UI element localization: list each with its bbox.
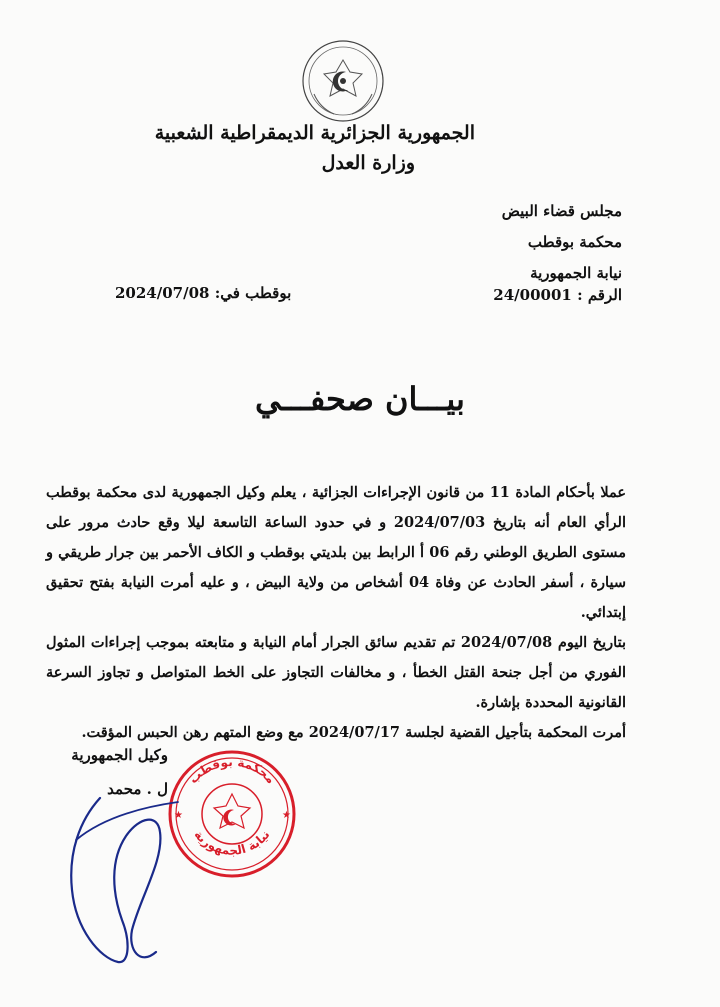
signatory-title: وكيل الجمهورية — [71, 746, 168, 764]
paragraph-incident: عملا بأحكام المادة 11 من قانون الإجراءات الجزائية ، يعلم وكيل الجمهورية لدى محكمة بوقطب الرأي العام أنه بتاريخ 2024/07/03 و في حدود الساعة التاسعة ليلا وقع حادث مرور على مستوى الطريق الوطني رقم 06 أ الرابط بين بلديتي بوقطب و الكاف الأحمر بين جرار طريقي و سيارة ، أسفر الحادث عن وفاة 04 أشخاص من ولاية البيض ، و عليه أمرت النيابة بفتح تحقيق إبتدائي. — [46, 484, 627, 621]
letterhead — [75, 118, 475, 178]
reference-number — [422, 286, 622, 304]
document-title: بيـــان صحفـــي — [255, 380, 465, 418]
stamp-bottom-text: نيابة الجمهورية — [191, 827, 273, 858]
reference-label: الرقم : — [577, 286, 622, 304]
paragraph-prosecution: بتاريخ اليوم 2024/07/08 تم تقديم سائق الجرار أمام النيابة و متابعته بموجب إجراءات المثول الفوري من أجل جنحة القتل الخطأ ، و مخالفات التجاوز على الخط المتواصل و تجاوز السرعة القانونية المحددة بإشارة. — [46, 634, 626, 711]
date-value: 2024/07/08 — [115, 284, 210, 302]
press-release-body — [46, 478, 626, 748]
prosecution-name: نيابة الجمهورية — [530, 264, 622, 282]
algeria-seal-icon — [300, 38, 386, 124]
council-name: مجلس قضاء البيض — [501, 202, 622, 220]
stamp-top-text: محكمة بوقطب — [186, 754, 279, 787]
paragraph-court-order: أمرت المحكمة بتأجيل القضية لجلسة 2024/07/17 مع وضع المتهم رهن الحبس المؤقت. — [81, 724, 626, 741]
svg-text:★: ★ — [282, 810, 291, 821]
issuing-authority — [402, 196, 622, 289]
court-name: محكمة بوقطب — [527, 233, 622, 251]
svg-text:★: ★ — [174, 810, 183, 821]
handwritten-signature — [40, 780, 220, 980]
republic-name: الجمهورية الجزائرية الديمقراطية الشعبية — [154, 122, 475, 144]
reference-value: 24/00001 — [493, 286, 572, 304]
signatory-name: ل . محمد — [107, 780, 168, 798]
ministry-name: وزارة العدل — [321, 152, 415, 174]
issue-date — [115, 284, 315, 302]
date-label: بوقطب في: — [214, 284, 292, 302]
